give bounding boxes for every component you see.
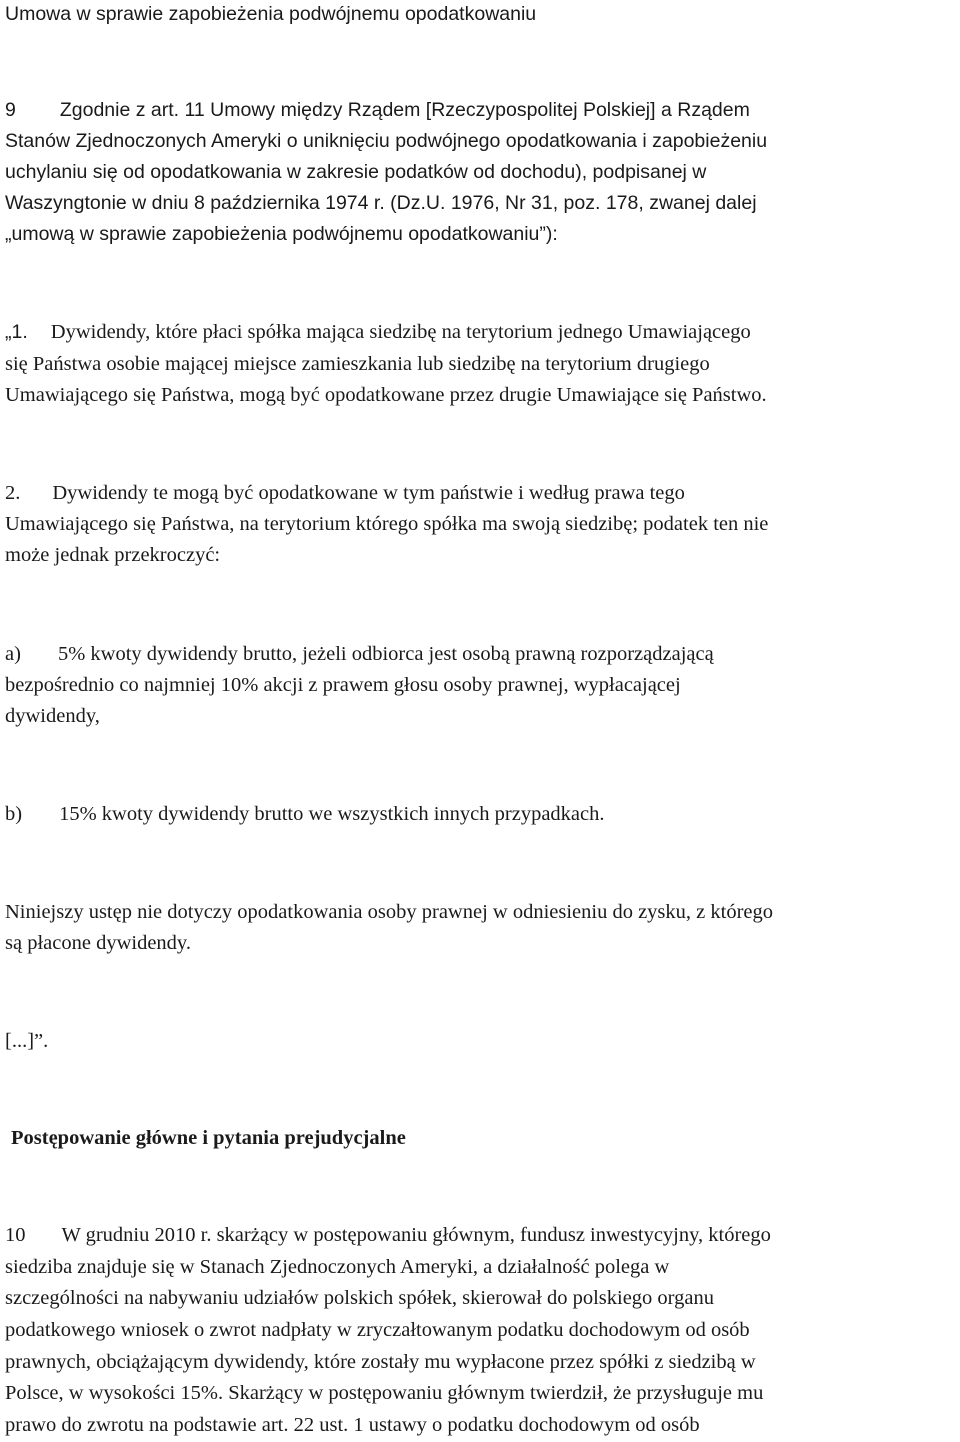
item-a-line-1	[5, 642, 714, 666]
document-title: Umowa w sprawie zapobieżenia podwójnemu opodatkowaniu	[5, 3, 537, 25]
para10-line-5: prawnych, obciążającym dywidendy, które zostały mu wypłacone przez spółki z siedzibą w	[5, 1351, 756, 1373]
section-heading: Postępowanie główne i pytania prejudycjalne	[11, 1127, 406, 1149]
point2-line-3: może jednak przekroczyć:	[5, 544, 221, 566]
para10-line-3: szczególności na nabywaniu udziałów polskich spółek, skierował do polskiego organu	[5, 1287, 714, 1309]
item-a-line-2: bezpośrednio co najmniej 10% akcji z prawem głosu osoby prawnej, wypłacającej	[5, 674, 681, 696]
exception-line-2: są płacone dywidendy.	[5, 932, 191, 954]
para10-text-1: W grudniu 2010 r. skarżący w postępowaniu głównym, fundusz inwestycyjny, którego	[61, 1224, 771, 1246]
para10-line-1	[5, 1223, 771, 1247]
point2-number: 2.	[5, 482, 21, 504]
point2-line-2: Umawiającego się Państwa, na terytorium którego spółka ma swoją siedzibę; podatek ten nie	[5, 513, 769, 535]
para10-line-2: siedziba znajduje się w Stanach Zjednoczonych Ameryki, a działalność polega w	[5, 1256, 670, 1278]
para9-line-2: Stanów Zjednoczonych Ameryki o uniknięciu podwójnego opodatkowania i zapobieżeniu	[5, 130, 768, 152]
point2-line-1	[5, 481, 685, 505]
item-b-letter: b)	[5, 803, 23, 825]
para9-number: 9	[5, 99, 16, 121]
exception-line-1: Niniejszy ustęp nie dotyczy opodatkowania osoby prawnej w odniesieniu do zysku, z którego	[5, 901, 774, 923]
para10-line-4: podatkowego wniosek o zwrot nadpłaty w zryczałtowanym podatku dochodowym od osób	[5, 1319, 750, 1341]
para10-number: 10	[5, 1224, 26, 1246]
item-a-letter: a)	[5, 643, 21, 665]
point1-text-1: Dywidendy, które płaci spółka mająca siedzibę na terytorium jednego Umawiającego	[50, 321, 751, 343]
para9-text-1: Zgodnie z art. 11 Umowy między Rządem [Rzeczypospolitej Polskiej] a Rządem	[59, 99, 750, 121]
point1-number: „1.	[5, 321, 28, 343]
ellipsis-text: [...]”.	[5, 1030, 49, 1052]
para9-line-1	[5, 98, 750, 122]
point1-line-2: się Państwa osobie mającej miejsce zamieszkania lub siedzibę na terytorium drugiego	[5, 353, 710, 375]
item-a-text-1: 5% kwoty dywidendy brutto, jeżeli odbiorca jest osobą prawną rozporządzającą	[57, 643, 714, 665]
para10-line-6: Polsce, w wysokości 15%. Skarżący w postępowaniu głównym twierdził, że przysługuje mu	[5, 1382, 764, 1404]
point1-line-3: Umawiającego się Państwa, mogą być opodatkowane przez drugie Umawiające się Państwo.	[5, 384, 767, 406]
item-b-line	[5, 802, 605, 826]
point1-line-1	[5, 320, 751, 344]
item-b-text: 15% kwoty dywidendy brutto we wszystkich innych przypadkach.	[59, 803, 605, 825]
item-a-line-3: dywidendy,	[5, 705, 100, 727]
para10-line-7: prawo do zwrotu na podstawie art. 22 ust. 1 ustawy o podatku dochodowym od osób	[5, 1414, 700, 1436]
para9-line-4: Waszyngtonie w dniu 8 października 1974 r. (Dz.U. 1976, Nr 31, poz. 178, zwanej dalej	[5, 192, 757, 214]
para9-line-5: „umową w sprawie zapobieżenia podwójnemu opodatkowaniu”):	[5, 223, 558, 245]
point2-text-1: Dywidendy te mogą być opodatkowane w tym państwie i według prawa tego	[52, 482, 685, 504]
para9-line-3: uchylaniu się od opodatkowania w zakresie podatków od dochodu), podpisanej w	[5, 161, 707, 183]
